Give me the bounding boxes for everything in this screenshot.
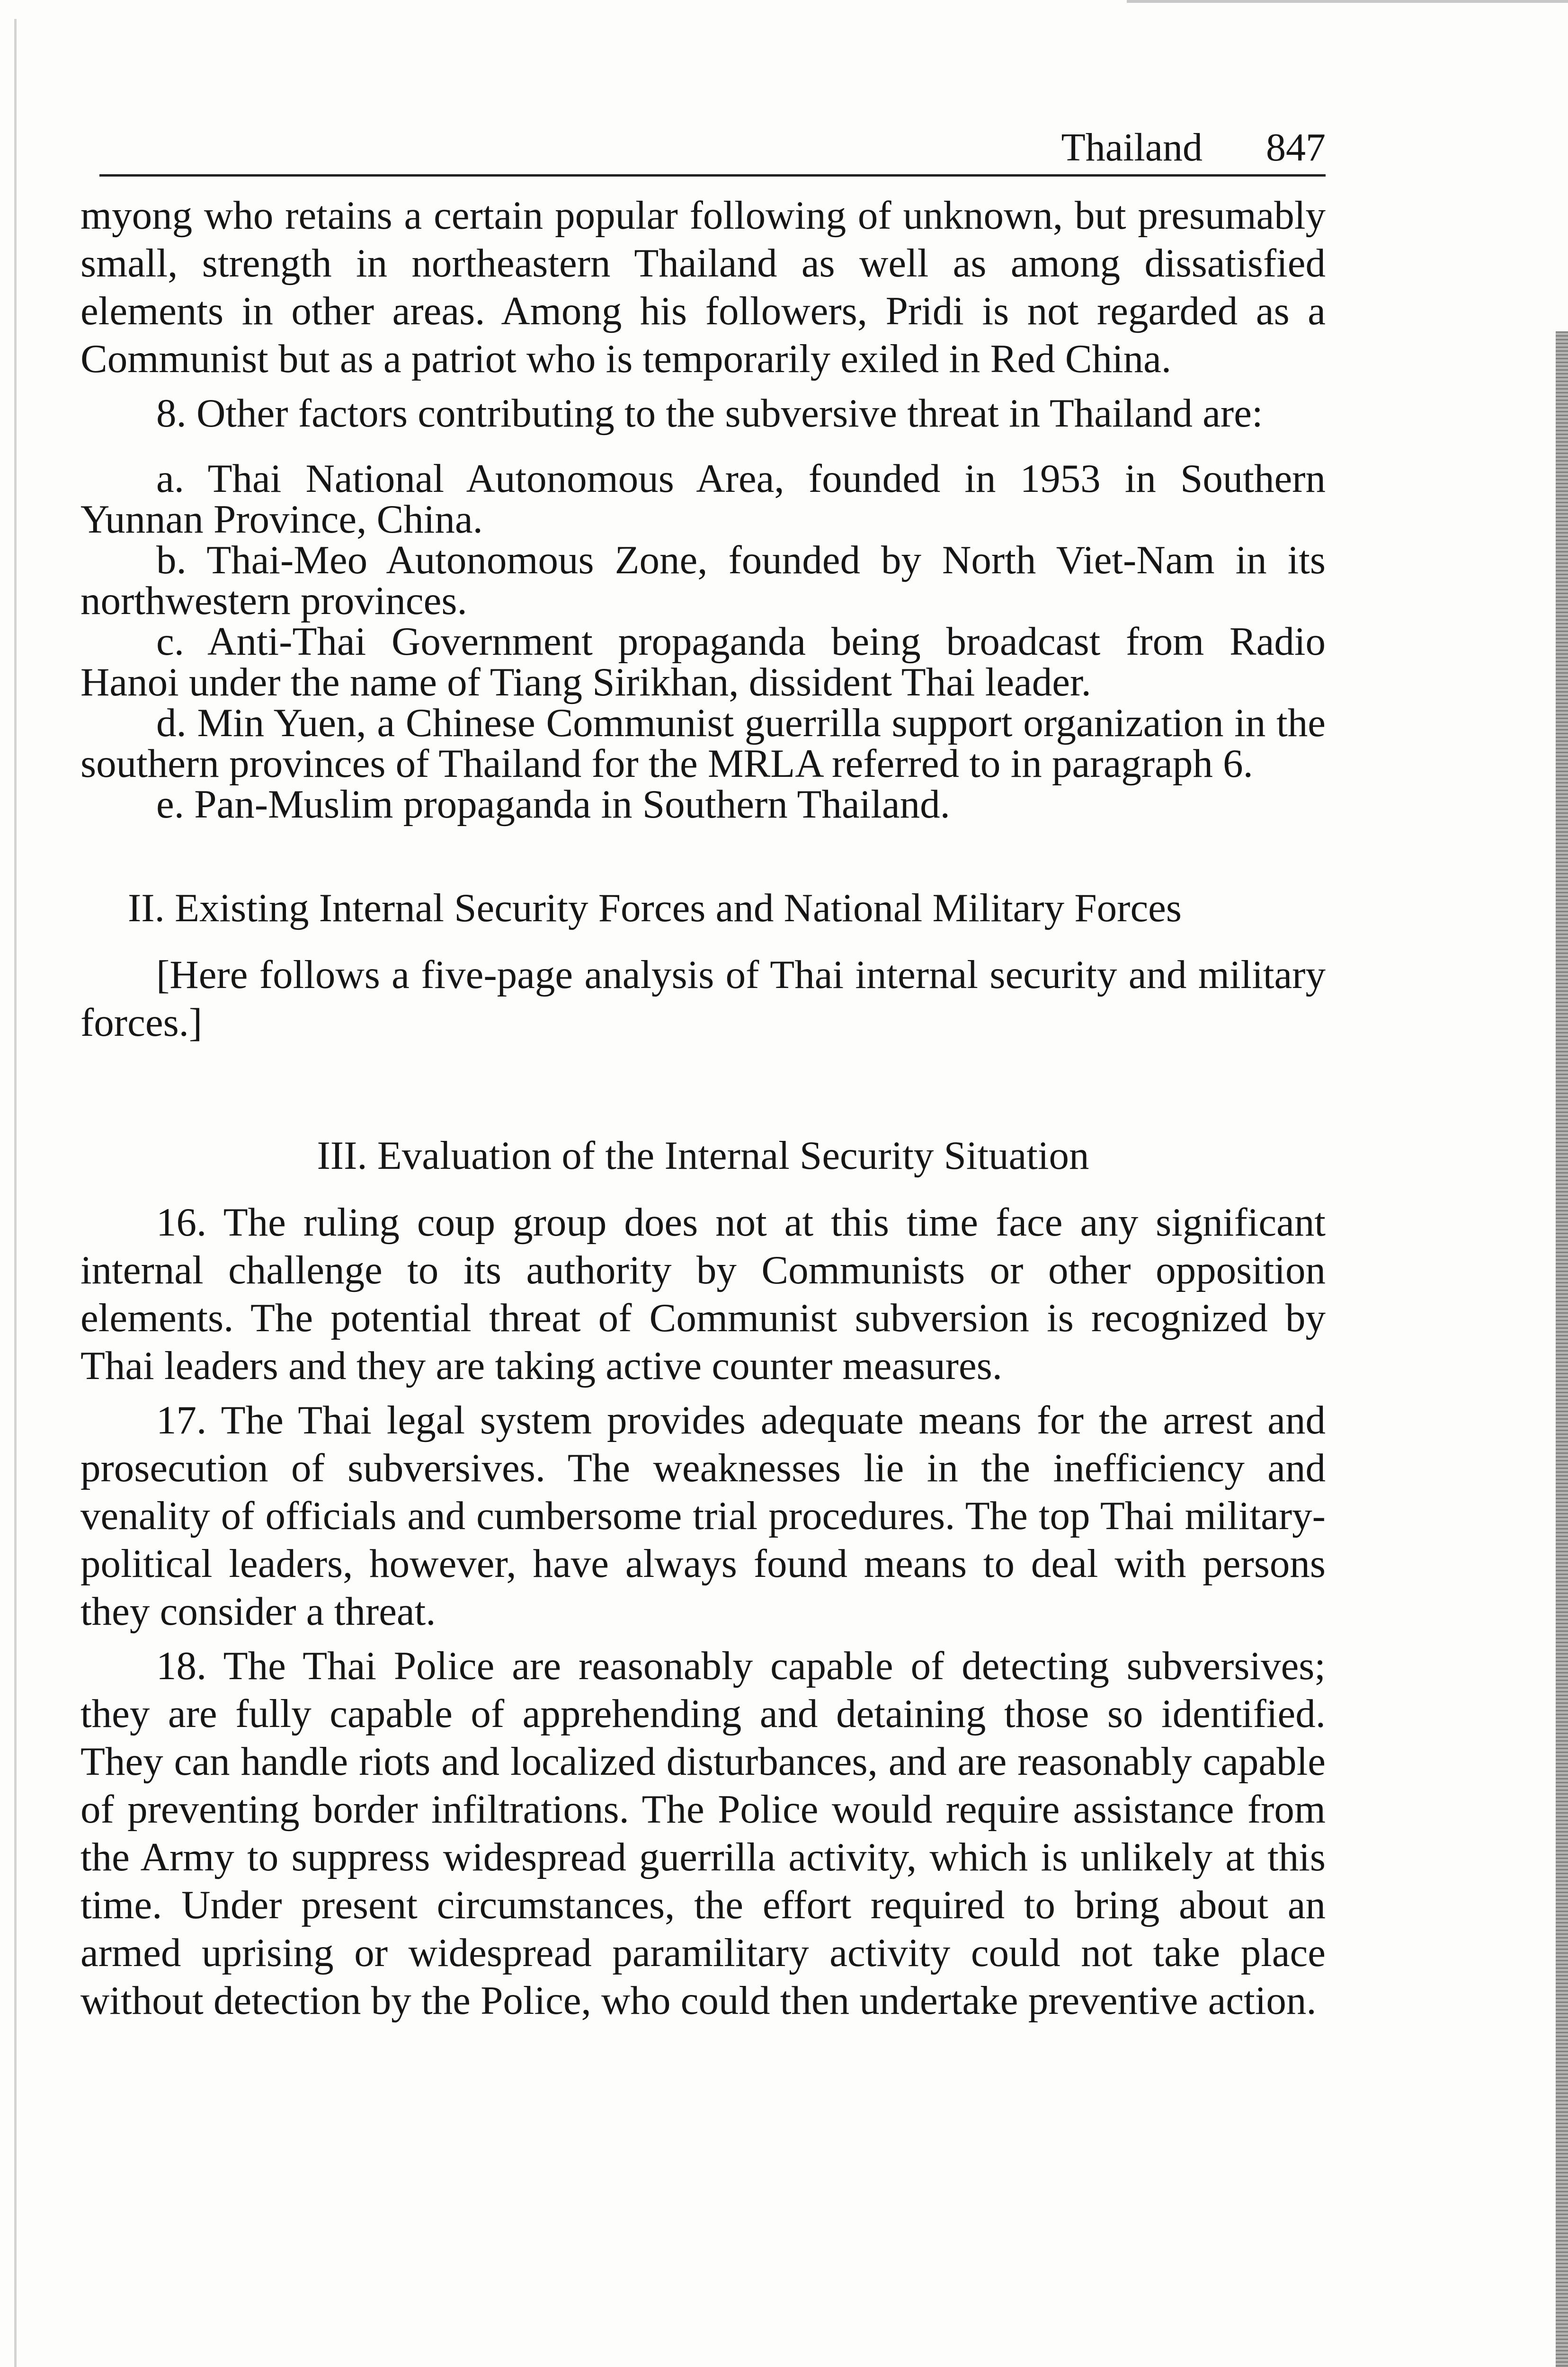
list-item-e: e. Pan-Muslim propaganda in Southern Thailand. <box>156 782 950 827</box>
body-text <box>80 192 1326 2025</box>
running-head <box>99 118 1326 177</box>
section-heading-3: III. Evaluation of the Internal Security Situation <box>317 1133 1089 1178</box>
paragraph-8: 8. Other factors contributing to the subversive threat in Thailand are: <box>156 391 1263 436</box>
factor-list <box>80 458 1326 825</box>
page-number: 847 <box>1266 125 1326 169</box>
list-item-c: c. Anti-Thai Government propaganda being broadcast from Radio Hanoi under the name of Tiang Sirikhan, dissident Thai leader. <box>80 619 1326 704</box>
paragraph-17: 17. The Thai legal system provides adequate means for the arrest and prosecution of subversives. The weaknesses lie in the inefficiency and venality of officials and cumbersome trial procedures. The top Thai military-political leaders, however, have always found means to deal with persons they consider a threat. <box>80 1398 1326 1634</box>
paragraph-16: 16. The ruling coup group does not at this time face any significant internal challenge to its authority by Communists or other opposition elements. The potential threat of Communist subversion is recognized by Thai leaders and they are taking active counter measures. <box>80 1200 1326 1388</box>
document-page <box>80 118 1326 2025</box>
section-heading-2: II. Existing Internal Security Forces and National Military Forces <box>128 886 1182 930</box>
paragraph-18: 18. The Thai Police are reasonably capable of detecting subversives; they are fully capable of apprehending and detaining those so identified. They can handle riots and localized disturbances, and are reasonably capable of preventing border infiltrations. The Police would require assistance from the Army to suppress widespread guerrilla activity, which is unlikely at this time. Under present circumstances, the effort required to bring about an armed uprising or widespread paramilitary activity could not take place without detection by the Police, who could then undertake preventive action. <box>80 1644 1326 2023</box>
scan-edge-top <box>1127 0 1568 3</box>
list-item-d: d. Min Yuen, a Chinese Communist guerrilla support organization in the southern provinces of Thailand for the MRLA referred to in paragraph 6. <box>80 701 1326 786</box>
list-item-a: a. Thai National Autonomous Area, founded in 1953 in Southern Yunnan Province, China. <box>80 456 1326 542</box>
editorial-note: [Here follows a five-page analysis of Thai internal security and military forces.] <box>80 952 1326 1045</box>
scan-edge-right <box>1556 331 1568 2367</box>
scan-edge-left <box>14 19 17 2367</box>
list-item-b: b. Thai-Meo Autonomous Zone, founded by North Viet-Nam in its northwestern provinces. <box>80 538 1326 623</box>
running-head-title: Thailand <box>1061 125 1203 169</box>
paragraph-continuation: myong who retains a certain popular following of unknown, but presumably small, strength in northeastern Thailand as well as among dissatisfied elements in other areas. Among his followers, Pridi is not regarded as a Communist but as a patriot who is temporarily exiled in Red China. <box>80 193 1326 381</box>
